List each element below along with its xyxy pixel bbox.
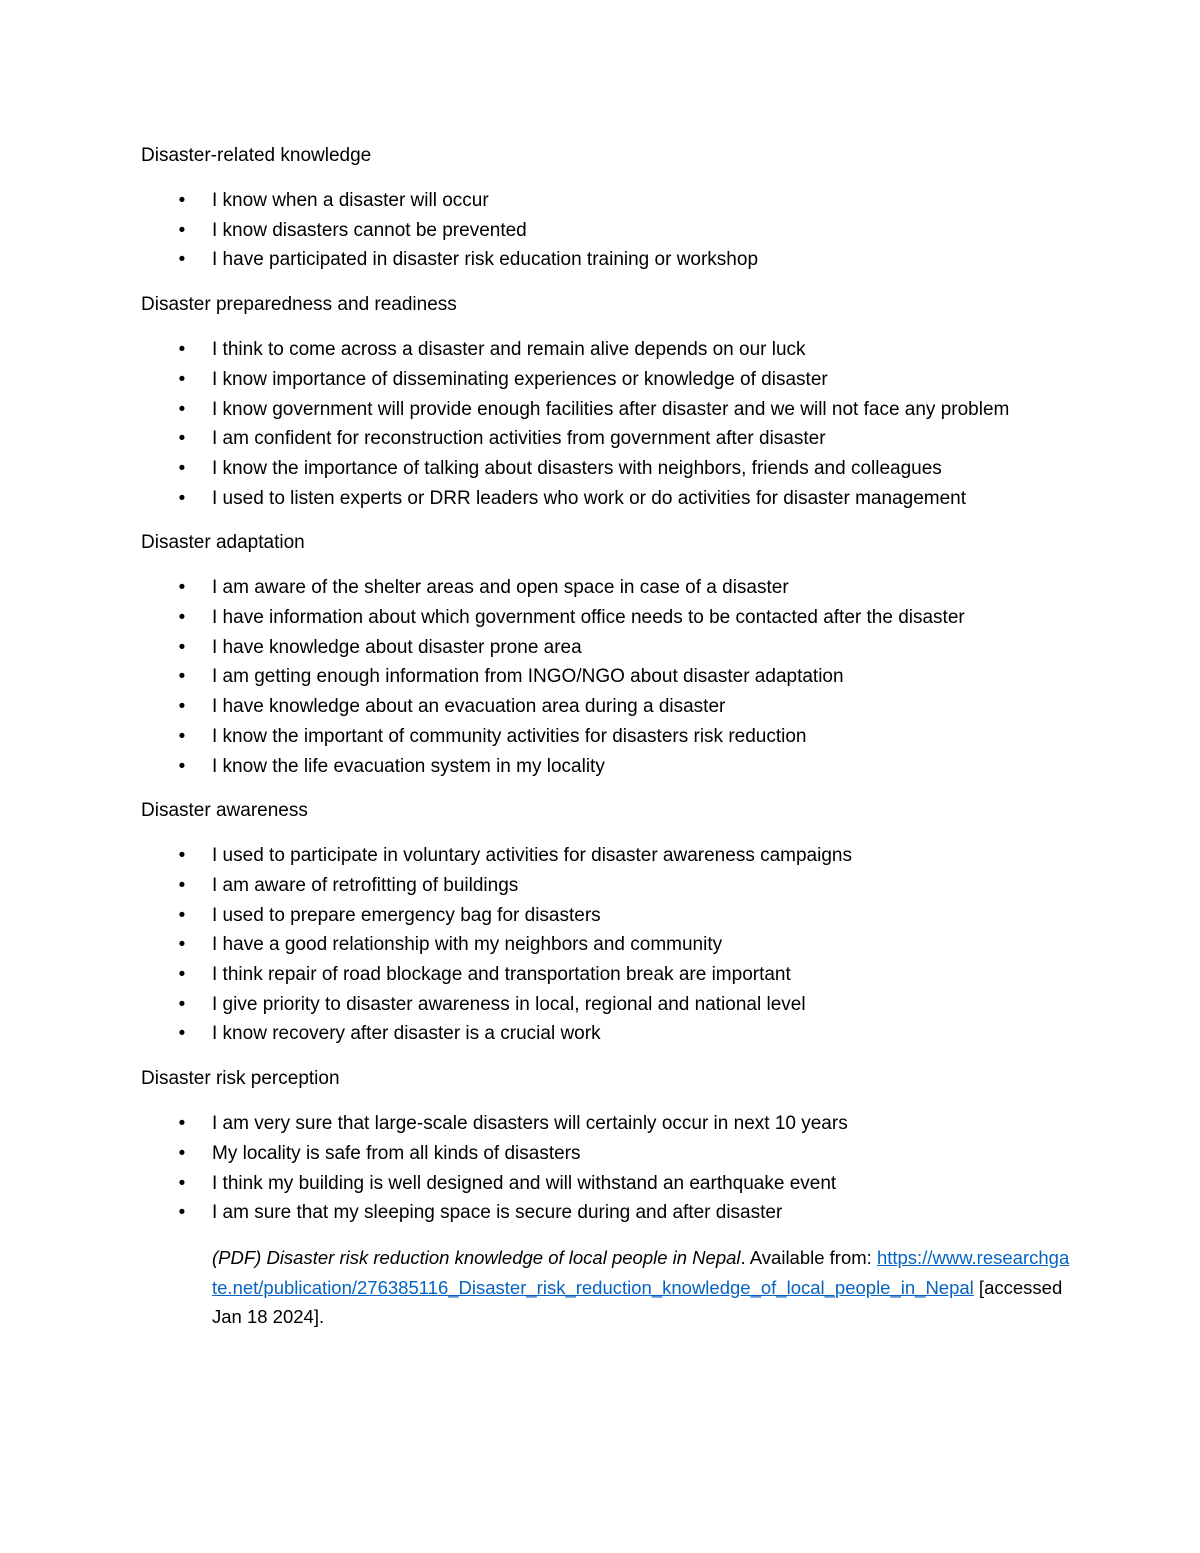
bullet-list (141, 841, 1050, 1049)
list-item-text: I think my building is well designed and will withstand an earthquake event (212, 1172, 837, 1194)
section-heading: Disaster adaptation (141, 532, 305, 554)
list-item (141, 1198, 1030, 1228)
list-item-text: My locality is safe from all kinds of disasters (212, 1142, 581, 1164)
list-item-text: I have knowledge about disaster prone area (212, 636, 582, 658)
list-item-text: I used to listen experts or DRR leaders who work or do activities for disaster management (212, 487, 966, 509)
bullet-icon: • (178, 457, 186, 479)
bullet-icon: • (178, 755, 186, 777)
list-item (141, 990, 1030, 1020)
bullet-icon: • (178, 964, 186, 986)
bullet-icon: • (178, 1172, 186, 1194)
list-item (141, 186, 1030, 216)
bullet-list (141, 186, 1050, 275)
list-item-text: I have information about which government office needs to be contacted after the disaster (212, 607, 965, 629)
list-item (141, 335, 1030, 365)
list-item-text: I am confident for reconstruction activities from government after disaster (212, 428, 826, 450)
bullet-icon: • (178, 904, 186, 926)
bullet-icon: • (178, 874, 186, 896)
list-item-text: I know importance of disseminating experiences or knowledge of disaster (212, 368, 828, 390)
list-item (141, 1139, 1030, 1169)
list-item-text: I am sure that my sleeping space is secure during and after disaster (212, 1202, 783, 1224)
bullet-icon: • (178, 1142, 186, 1164)
list-item-text: I am very sure that large-scale disasters will certainly occur in next 10 years (212, 1113, 848, 1135)
list-item-text: I have knowledge about an evacuation area during a disaster (212, 696, 726, 718)
list-item (141, 216, 1030, 246)
bullet-icon: • (178, 934, 186, 956)
list-item-text: I know government will provide enough facilities after disaster and we will not face any problem (212, 398, 1010, 420)
list-item (141, 573, 1030, 603)
list-item (141, 901, 1030, 931)
list-item-text: I am aware of retrofitting of buildings (212, 874, 519, 896)
list-item (141, 633, 1030, 663)
bullet-icon: • (178, 219, 186, 241)
list-item-text: I know when a disaster will occur (212, 190, 489, 211)
list-item (141, 245, 1030, 275)
list-item (141, 871, 1030, 901)
bullet-icon: • (178, 428, 186, 450)
list-item-text: I have a good relationship with my neighbors and community (212, 934, 723, 956)
citation-title: (PDF) Disaster risk reduction knowledge of local people in Nepal (212, 1246, 741, 1268)
list-item (141, 722, 1030, 752)
bullet-list (141, 1109, 1050, 1228)
list-item (141, 692, 1030, 722)
bullet-icon: • (178, 339, 186, 361)
list-item-text: I know the importance of talking about disasters with neighbors, friends and colleagues (212, 457, 942, 479)
bullet-list (141, 573, 1050, 781)
bullet-icon: • (178, 190, 186, 211)
bullet-icon: • (178, 398, 186, 420)
citation (212, 1243, 1072, 1332)
list-item (141, 1169, 1030, 1199)
bullet-icon: • (178, 636, 186, 658)
list-item (141, 395, 1030, 425)
section-heading: Disaster risk perception (141, 1068, 340, 1090)
list-item-text: I used to prepare emergency bag for disasters (212, 904, 601, 926)
bullet-icon: • (178, 577, 186, 599)
list-item (141, 365, 1030, 395)
list-item (141, 752, 1030, 782)
list-item-text: I am getting enough information from INGO/NGO about disaster adaptation (212, 666, 844, 688)
citation-link[interactable]: https://www.researchgate.net/publication/276385116_Disaster_risk_reduction_knowledge_of_local_people_in_Nepal (212, 1246, 1070, 1298)
bullet-icon: • (178, 249, 186, 271)
list-item-text: I know the life evacuation system in my locality (212, 755, 605, 777)
section-heading: Disaster awareness (141, 800, 308, 822)
bullet-icon: • (178, 666, 186, 688)
citation-accessed: [accessed Jan 18 2024]. (212, 1276, 1063, 1328)
section-heading: Disaster-related knowledge (141, 145, 372, 166)
list-item (141, 484, 1030, 514)
list-item (141, 841, 1030, 871)
list-item-text: I know recovery after disaster is a crucial work (212, 1023, 601, 1045)
list-item (141, 1019, 1030, 1049)
list-item (141, 603, 1030, 633)
bullet-icon: • (178, 1113, 186, 1135)
bullet-icon: • (178, 368, 186, 390)
citation-available-from: . Available from: (740, 1246, 872, 1268)
list-item-text: I am aware of the shelter areas and open space in case of a disaster (212, 577, 789, 599)
bullet-list (141, 335, 1050, 513)
list-item-text: I think to come across a disaster and remain alive depends on our luck (212, 339, 806, 361)
bullet-icon: • (178, 487, 186, 509)
bullet-icon: • (178, 607, 186, 629)
list-item (141, 454, 1030, 484)
bullet-icon: • (178, 993, 186, 1015)
bullet-icon: • (178, 1023, 186, 1045)
survey-sections (141, 141, 1050, 1228)
list-item-text: I have participated in disaster risk education training or workshop (212, 249, 759, 271)
list-item-text: I give priority to disaster awareness in local, regional and national level (212, 993, 806, 1015)
list-item (141, 662, 1030, 692)
list-item (141, 930, 1030, 960)
bullet-icon: • (178, 1202, 186, 1224)
bullet-icon: • (178, 696, 186, 718)
list-item (141, 1109, 1030, 1139)
list-item (141, 960, 1030, 990)
list-item-text: I used to participate in voluntary activities for disaster awareness campaigns (212, 845, 852, 867)
section-heading: Disaster preparedness and readiness (141, 294, 457, 316)
list-item-text: I think repair of road blockage and transportation break are important (212, 964, 791, 986)
list-item-text: I know disasters cannot be prevented (212, 219, 527, 241)
bullet-icon: • (178, 725, 186, 747)
list-item-text: I know the important of community activities for disasters risk reduction (212, 725, 807, 747)
list-item (141, 424, 1030, 454)
bullet-icon: • (178, 845, 186, 867)
